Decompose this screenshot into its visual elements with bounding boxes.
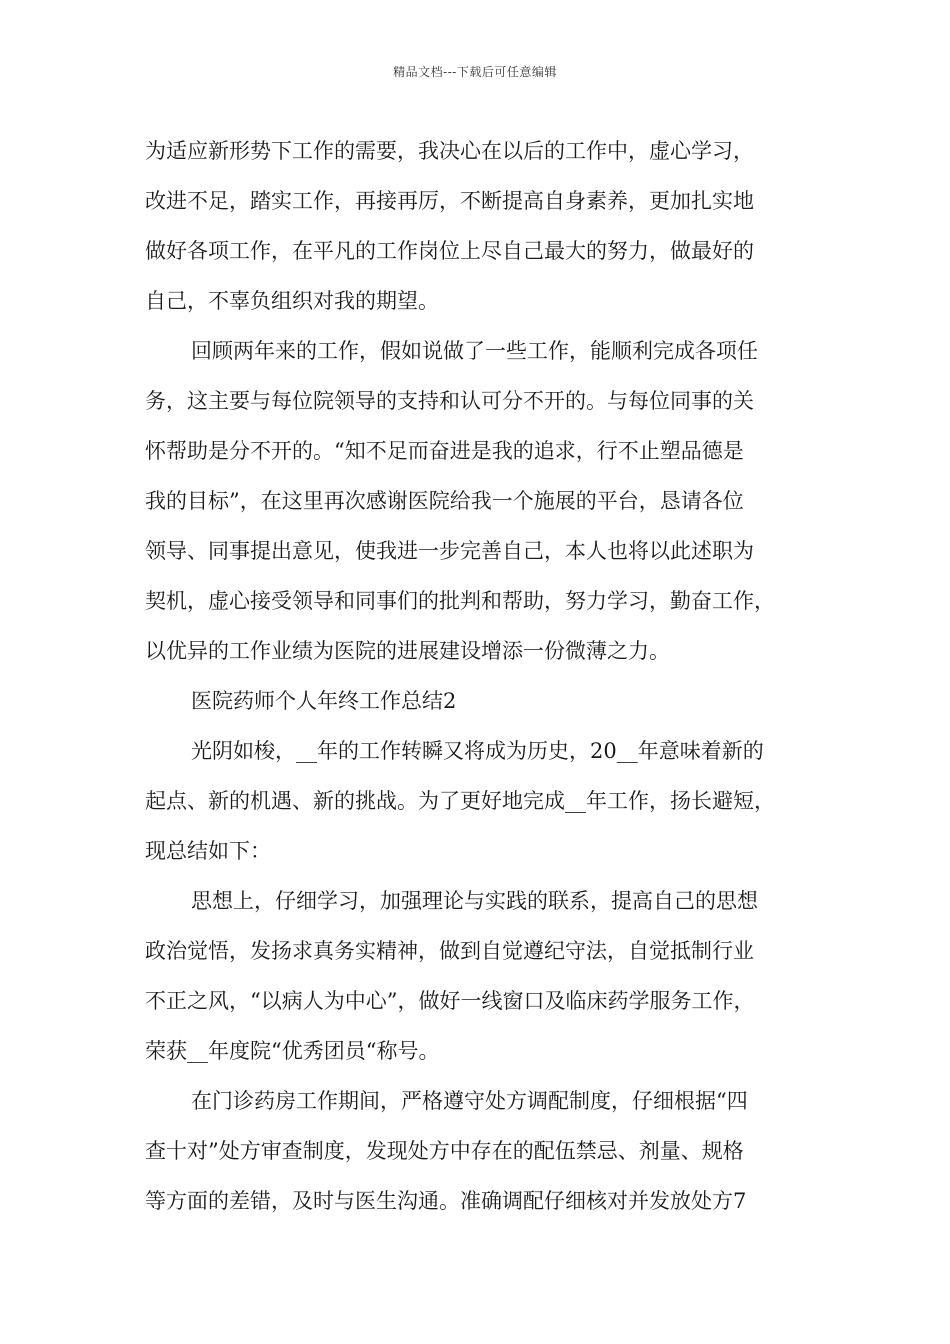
page-header: 精品文档---下载后可任意编辑 bbox=[393, 65, 557, 79]
text-line: 荣获__年度院“优秀团员“称号。 bbox=[145, 1039, 440, 1063]
text-line: 起点、新的机遇、新的挑战。为了更好地完成__年工作，扬长避短， bbox=[145, 789, 775, 813]
text-line: 做好各项工作，在平凡的工作岗位上尽自己最大的努力，做最好的 bbox=[145, 239, 754, 263]
text-line: 光阴如梭，__年的工作转瞬又将成为历史，20__年意味着新的 bbox=[191, 739, 764, 763]
text-line: 改进不足，踏实工作，再接再厉，不断提高自身素养，更加扎实地 bbox=[145, 189, 754, 213]
text-line: 以优异的工作业绩为医院的进展建设增添一份微薄之力。 bbox=[145, 639, 670, 663]
text-line: 我的目标”，在这里再次感谢医院给我一个施展的平台，恳请各位 bbox=[145, 489, 744, 513]
text-line: 不正之风，“以病人为中心”，做好一线窗口及临床药学服务工作， bbox=[145, 989, 755, 1013]
text-line: 思想上，仔细学习，加强理论与实践的联系，提高自己的思想 bbox=[191, 889, 758, 913]
text-line: 自己，不辜负组织对我的期望。 bbox=[145, 289, 439, 313]
text-line: 回顾两年来的工作，假如说做了一些工作，能顺利完成各项任 bbox=[191, 339, 758, 363]
text-line: 务，这主要与每位院领导的支持和认可分不开的。与每位同事的关 bbox=[145, 389, 754, 413]
text-line: 为适应新形势下工作的需要，我决心在以后的工作中，虚心学习， bbox=[145, 139, 754, 163]
text-line: 政治觉悟，发扬求真务实精神，做到自觉遵纪守法，自觉抵制行业 bbox=[145, 939, 754, 963]
text-line: 契机，虚心接受领导和同事们的批判和帮助，努力学习，勤奋工作， bbox=[145, 589, 775, 613]
text-line: 怀帮助是分不开的。“知不足而奋进是我的追求，行不止塑品德是 bbox=[145, 439, 744, 463]
text-line: 等方面的差错，及时与医生沟通。准确调配仔细核对并发放处方7 bbox=[145, 1189, 747, 1213]
text-line: 在门诊药房工作期间，严格遵守处方调配制度，仔细根据“四 bbox=[191, 1089, 748, 1113]
text-line: 领导、同事提出意见，使我进一步完善自己，本人也将以此述职为 bbox=[145, 539, 754, 563]
document-body bbox=[145, 126, 825, 1226]
text-line: 现总结如下： bbox=[145, 839, 271, 863]
text-line: 查十对”处方审查制度，发现处方中存在的配伍禁忌、剂量、规格 bbox=[145, 1139, 744, 1163]
section-heading: 医院药师个人年终工作总结2 bbox=[191, 689, 457, 713]
